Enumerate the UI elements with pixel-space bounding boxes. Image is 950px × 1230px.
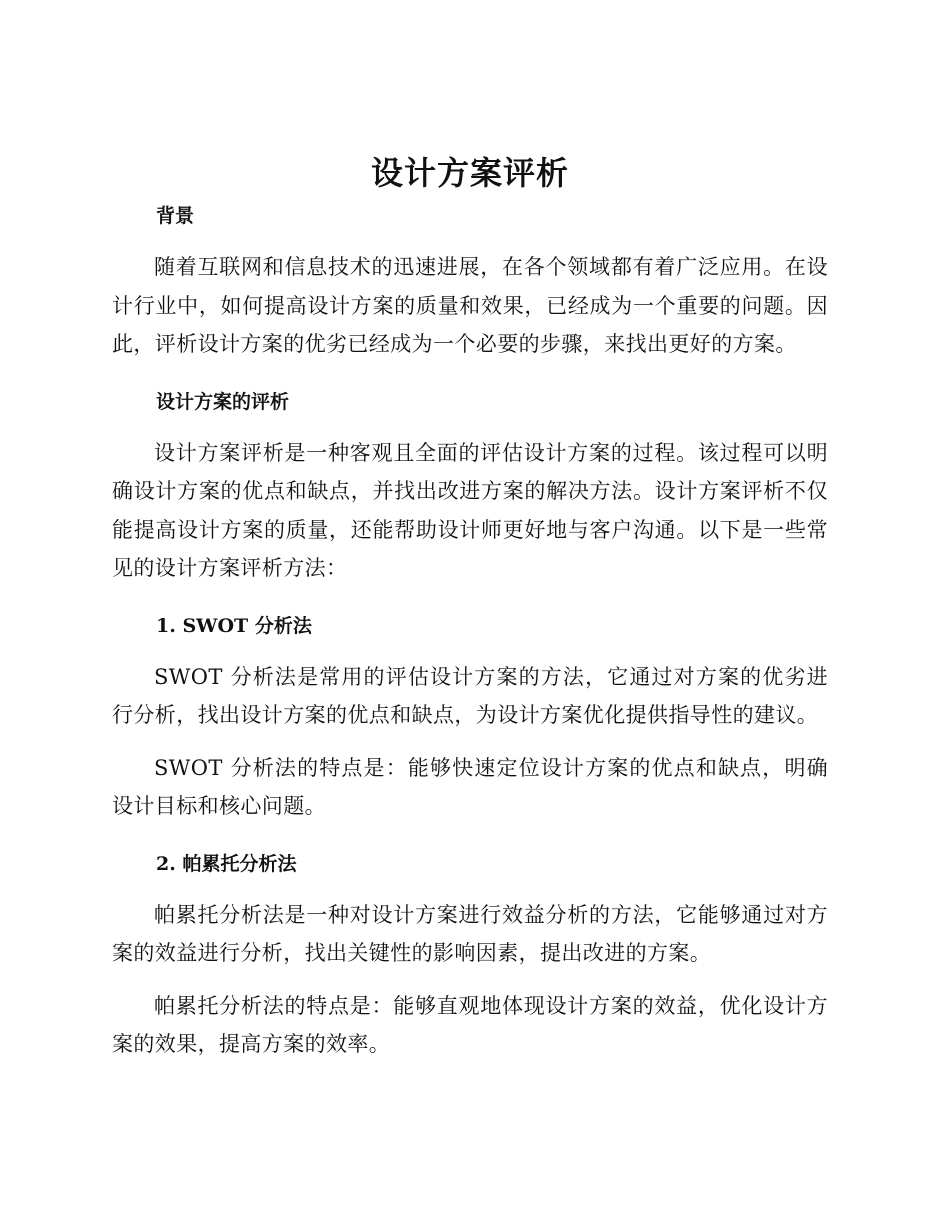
section-heading-pareto: 2. 帕累托分析法 [156, 852, 297, 875]
document-title: 设计方案评析 [370, 154, 569, 192]
paragraph-swot-1: SWOT 分析法是常用的评估设计方案的方法，它通过对方案的优劣进行分析，找出设计方案的优点和缺点，为设计方案优化提供指导性的建议。 [112, 664, 828, 727]
section-heading-background: 背景 [156, 205, 195, 227]
section-heading-evaluation: 设计方案的评析 [156, 390, 290, 413]
section-heading-swot: 1. SWOT 分析法 [156, 614, 312, 637]
paragraph-pareto-2: 帕累托分析法的特点是：能够直观地体现设计方案的效益，优化设计方案的效果，提高方案的效率。 [112, 993, 828, 1056]
paragraph-swot-2: SWOT 分析法的特点是：能够快速定位设计方案的优点和缺点，明确设计目标和核心问题。 [112, 755, 828, 818]
paragraph-background: 随着互联网和信息技术的迅速进展，在各个领域都有着广泛应用。在设计行业中，如何提高设计方案的质量和效果，已经成为一个重要的问题。因此，评析设计方案的优劣已经成为一个必要的步骤，来找出更好的方案。 [112, 255, 828, 356]
paragraph-evaluation: 设计方案评析是一种客观且全面的评估设计方案的过程。该过程可以明确设计方案的优点和缺点，并找出改进方案的解决方法。设计方案评析不仅能提高设计方案的质量，还能帮助设计师更好地与客户沟通。以下是一些常见的设计方案评析方法： [112, 440, 828, 580]
paragraph-pareto-1: 帕累托分析法是一种对设计方案进行效益分析的方法，它能够通过对方案的效益进行分析，找出关键性的影响因素，提出改进的方案。 [112, 902, 828, 965]
